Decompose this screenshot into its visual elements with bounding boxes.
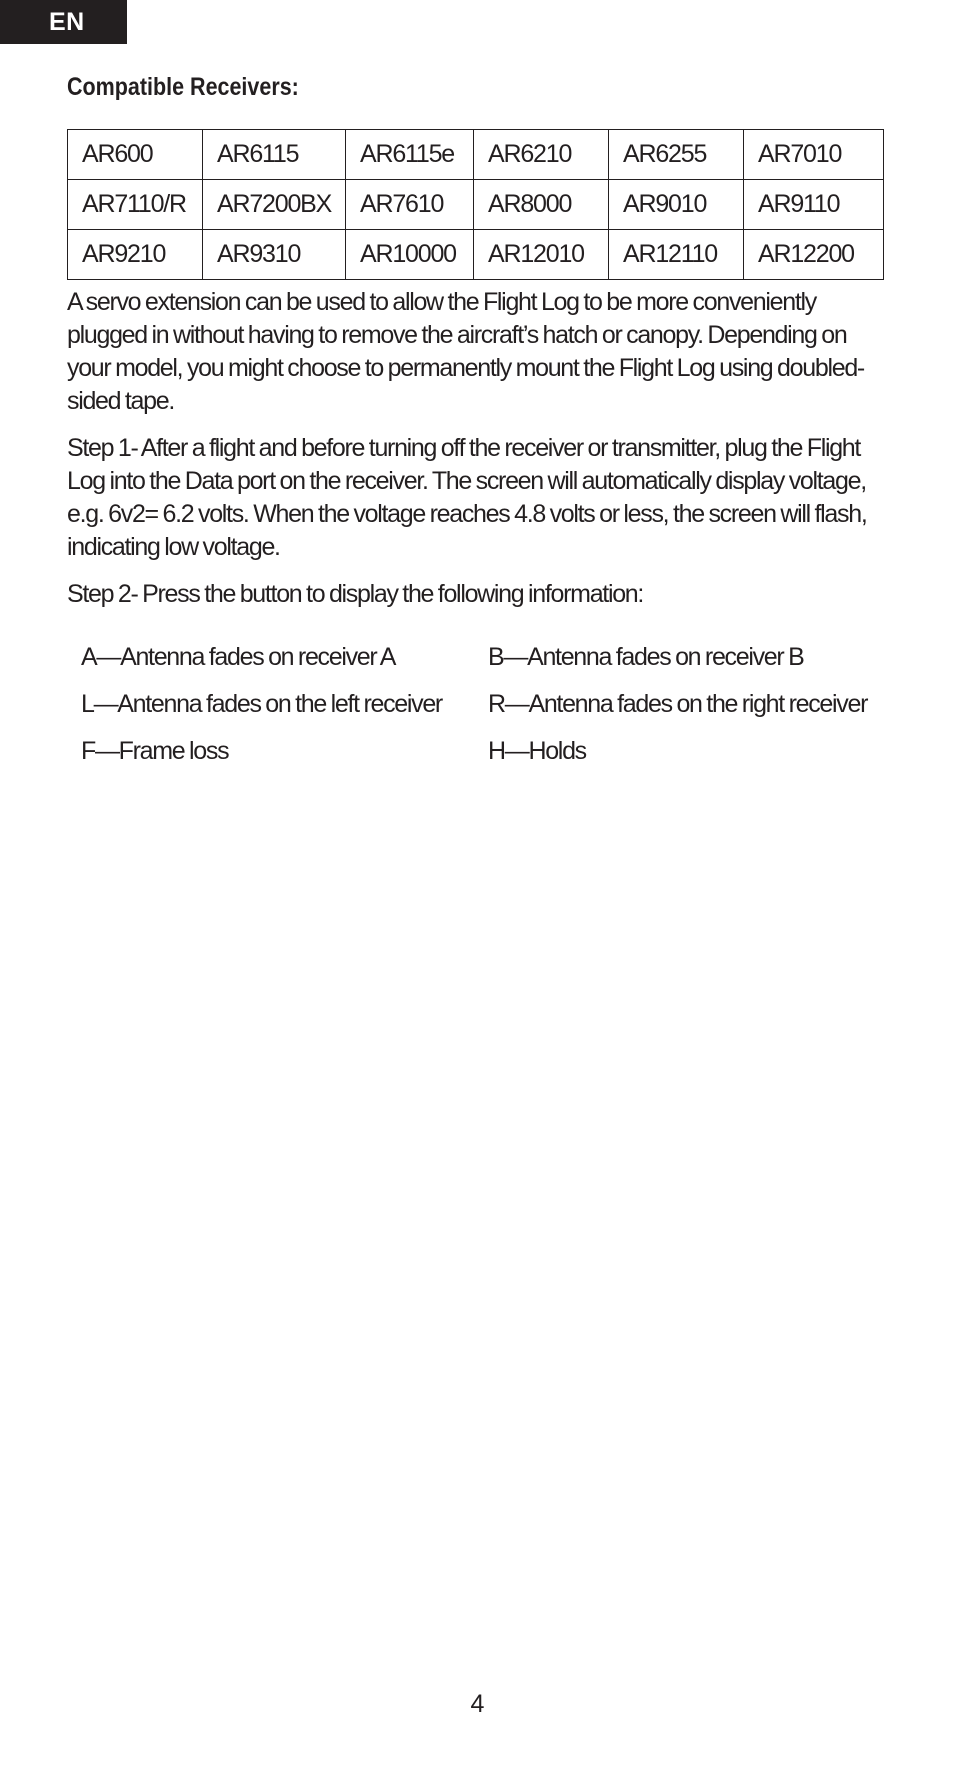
table-cell: AR7110/R: [68, 180, 203, 230]
page-content: [67, 68, 883, 768]
table-cell: AR9110: [744, 180, 884, 230]
table-cell: AR7610: [346, 180, 474, 230]
table-cell: AR7200BX: [203, 180, 346, 230]
table-cell: AR10000: [346, 230, 474, 280]
table-cell: AR6210: [474, 130, 609, 180]
table-cell: AR8000: [474, 180, 609, 230]
table-cell: AR6115e: [346, 130, 474, 180]
page-number: 4: [470, 1690, 484, 1718]
code-h-item: H—Holds: [488, 737, 586, 765]
step-1-paragraph: Step 1- After a flight and before turning off the receiver or transmitter, plug the Flight Log into the Data port on the receiver. The screen will automatically display voltage, e.g. 6v2= 6.2 volts. When the voltage reaches 4.8 volts or less, the screen will flash, indicating low voltage.: [67, 434, 867, 561]
table-cell: AR9210: [68, 230, 203, 280]
table-cell: AR12110: [609, 230, 744, 280]
section-title: Compatible Receivers:: [67, 73, 299, 101]
table-row: [68, 180, 884, 230]
table-cell: AR9310: [203, 230, 346, 280]
language-tab: EN: [0, 0, 127, 44]
servo-extension-paragraph: A servo extension can be used to allow the Flight Log to be more conveniently plugged in without having to remove the aircraft’s hatch or canopy. Depending on your model, you might choose to permanently mount the Flight Log using doubled-sided tape.: [67, 288, 864, 415]
table-cell: AR7010: [744, 130, 884, 180]
code-b-item: B—Antenna fades on receiver B: [488, 643, 804, 671]
code-f-item: F—Frame loss: [81, 737, 229, 765]
table-cell: AR12200: [744, 230, 884, 280]
code-r-item: R—Antenna fades on the right receiver: [488, 690, 868, 718]
table-cell: AR12010: [474, 230, 609, 280]
table-row: [68, 230, 884, 280]
table-cell: AR9010: [609, 180, 744, 230]
table-cell: AR6115: [203, 130, 346, 180]
table-row: [68, 130, 884, 180]
compatible-receivers-table: [67, 129, 884, 280]
step-2-paragraph: Step 2- Press the button to display the following information:: [67, 580, 644, 608]
code-l-item: L—Antenna fades on the left receiver: [81, 690, 442, 718]
code-a-item: A—Antenna fades on receiver A: [81, 643, 396, 671]
table-cell: AR6255: [609, 130, 744, 180]
display-codes-list: [67, 641, 883, 768]
table-cell: AR600: [68, 130, 203, 180]
